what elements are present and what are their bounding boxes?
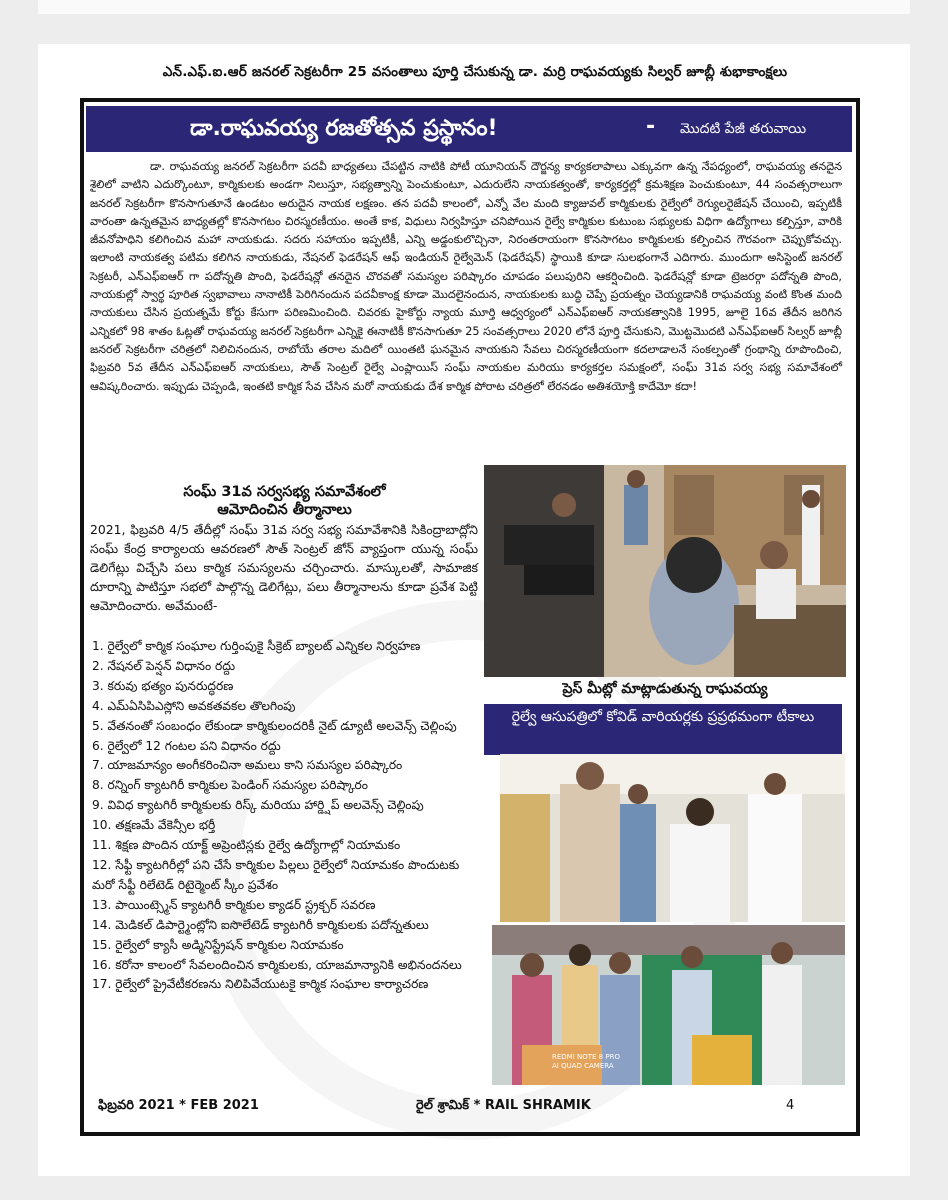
- page-footer: [86, 1096, 846, 1118]
- footer-date: ఫిబ్రవరి 2021 * FEB 2021: [98, 1098, 259, 1113]
- hospital-group-illustration: [492, 925, 845, 1085]
- title-dash: -: [646, 114, 656, 139]
- hospital-group-photo: [492, 925, 845, 1085]
- press-meet-photo: [484, 465, 846, 677]
- article-title: డా.రాఘవయ్య రజతోత్సవ ప్రస్థానం!: [190, 116, 498, 141]
- intro-paragraph: డా. రాఘవయ్య జనరల్ సెక్రటరీగా పదవీ బాధ్యతలు చేపట్టిన నాటికి పోటీ యూనియన్ దౌర్జన్య కార్యకలాపాలు ఎక్కువగా ఉన్న నేపధ్యంలో, రాఘవయ్య తనదైన శైలిలో వాటిని ఎదుర్కొంటూ, కార్మికులకు అండగా నిలుస్తూ, సభ్యత్వాన్ని పెంచుకుంటూ, ఎదురులేని నాయకత్వంతో, కార్యకర్తల్లో క్రమశిక్షణ పెంచుకుంటూ, 44 సంవత్సరాలుగా జనరల్ సెక్రటరీగా కొనసాగుతూనే ఉండటం అరుదైన నాయక లక్షణం. తన పదవీ కాలంలో, ఎన్నో వేల మంది క్యాజువల్ కార్మికులకు రైల్వేలో రెగ్యులరైజేషన్ చేయించి, ఇప్పటికీ వారంతా ఉన్నతమైన బాధ్యతల్లో కొనసాగటం చిరస్మరణీయం. అంతే కాక, విధులు నిర్వహిస్తూ చనిపోయిన రైల్వే కార్మికుల కుటుంబ సభ్యులకు విధిగా ఉద్యోగాలు కల్పిస్తూ, వారికి జీవనోపాధిని కలిగించిన మహా నాయకుడు. సదరు సహాయం ఇప్పటికీ, ఎన్ని అడ్డంకులొచ్చినా, నిరంతరాయంగా కొనసాగటం కార్మికులకు కల్పించిన గౌరవంగా చెప్పుకోవచ్చు. ఇలాంటి నాయకత్వ పటిమ కలిగిన నాయకుడు, నేషనల్ ఫెడరేషన్ ఆఫ్ ఇండియన్ రైల్వేమెన్ (ఫెడరేషన్) స్థాయికి కూడా సులభంగానే ఎదిగారు. ముందుగా అసిస్టెంట్ జనరల్ సెక్రటరీ, ఎన్ఎఫ్ఐఆర్ గా పదోన్నతి పొంది, ఫెడరేషన్లో తనదైన చొరవతో సమస్యల పరిష్కారం చూపడం పలుపురిని ఆకర్షించింది. ఫెడరేషన్లో కూడా ట్రెజరర్గా పదోన్నతి పొంది, నాయకుల్లో స్వార్థ పూరిత స్వభావాలు నానాటికీ పెరిగినందున పదవీకాంక్ష కూడా మొదలైనందున, నాయకులకు బుద్ధి చెప్పే ప్రయత్నం చెయ్యడానికి రాఘవయ్య వంటి కొంత మంది నాయకులు చేసిన ప్రయత్నమే కోర్టు కేసుగా పరిణమించింది. చివరకు హైకోర్టు న్యాయ మూర్తి ఆధ్వర్యంలో ఎన్ఎఫ్ఐఆర్ నాయకత్వానికి 1995, జూలై 16వ తేదీన జరిగిన ఎన్నికలో 98 శాతం ఓట్లతో రాఘవయ్య జనరల్ సెక్రటరీగా ఎన్నికై ఈనాటికీ కొనసాగుతూ 25 సంవత్సరాలు 2020 లోనే పూర్తి చేసుకుని, మొట్టమొదటి ఎన్ఎఫ్ఐఆర్ సిల్వర్ జూబ్లీ జనరల్ సెక్రటరీగా చరిత్రలో నిలిచినందున, రాబోయే తరాల మదిలో యింతటి ఘనమైన నాయకుని సేవలు చిరస్మరణీయంగా కదలాడాలనే సంకల్పంతో గ్రంథాన్ని రూపొందించి, ఫిబ్రవరి 5వ తేదీన ఎన్ఎఫ్ఐఆర్ నాయకులు, సౌత్ సెంట్రల్ రైల్వే ఎంప్లాయిస్ సంఘ్ నాయకుల మరియు కార్యకర్తల సమక్షంలో, సంఘ్ 31వ సర్వ సభ్య సమావేశంలో ఆవిష్కరించారు. ఇప్పుడు చెప్పండి, ఇంతటి కార్మిక సేవ చేసిన మరో నాయకుడు దేశ కార్మిక పోరాట చరిత్రలో లేరనడం అతిశయోక్తి కాదేమో కదా!: [90, 160, 842, 393]
- list-item: 2. నేషనల్ పెన్షన్ విధానం రద్దు: [92, 658, 236, 673]
- camera-watermark: REDMI NOTE 8 PRO AI QUAD CAMERA: [552, 1053, 620, 1070]
- silver-jubilee-banner: ఎన్.ఎఫ్.ఐ.ఆర్ జనరల్ సెక్రటరీగా 25 వసంతాలు పూర్తి చేసుకున్న డా. మర్రి రాఘవయ్యకు సిల్వర్ జూబ్లీ శుభాకాంక్షలు: [162, 64, 788, 80]
- list-item: 12. సేఫ్టీ క్యాటగిరీల్లో పని చేసే కార్మికుల పిల్లలు రైల్వేలో నియామకం పొందుటకు మరో సేఫ్టీ రిలేటెడ్ రిటైర్మెంట్ స్కీం ప్రవేశం: [92, 857, 460, 892]
- article-continuation-note: మొదటి పేజీ తరువాయి: [680, 121, 807, 137]
- list-item: 1. రైల్వేలో కార్మిక సంఘాల గుర్తింపుకై సీక్రెట్ బ్యాలట్ ఎన్నికల నిర్వహణ: [92, 639, 421, 653]
- list-item: 5. వేతనంతో సంబంధం లేకుండా కార్మికులందరికీ నైట్ డ్యూటీ అలవెన్స్ చెల్లింపు: [92, 718, 457, 733]
- vaccination-photo: [500, 754, 845, 922]
- resolutions-list: [92, 637, 480, 995]
- meeting-paragraph: 2021, ఫిబ్రవరి 4/5 తేదీల్లో సంఘ్ 31వ సర్వ సభ్య సమావేశానికి సికింద్రాబాద్లోని సంఘ్ కేంద్ర కార్యాలయ ఆవరణలో సౌత్ సెంట్రల్ జోన్ వ్యాప్తంగా యున్న సంఘ్ డెలిగేట్లు విచ్చేసి పలు కార్మిక సమస్యలను చర్చించారు. మాస్కులతో, సామాజిక దూరాన్ని పాటిస్తూ సభలో పాల్గొన్న డెలిగేట్లు, పలు తీర్మానాలను కూడా ప్రవేశ పెట్టి ఆమోదించారు. అవేమంటే-: [90, 522, 478, 613]
- list-item: 7. యాజమాన్యం అంగీకరించినా అమలు కాని సమస్యల పరిష్కారం: [92, 758, 403, 773]
- resolutions-heading-line2: ఆమోదించిన తీర్మానాలు: [217, 502, 352, 518]
- press-meet-illustration: [484, 465, 846, 677]
- list-item: 14. మెడికల్ డిపార్ట్మెంట్లోని ఐసొలేటెడ్ క్యాటగిరీ కార్మికులకు పదోన్నతులు: [92, 917, 429, 932]
- list-item: 17. రైల్వేలో ప్రైవేటీకరణను నిలిపివేయుటకై కార్మిక సంఘాల కార్యాచరణ: [92, 977, 429, 992]
- list-item: 3. కరువు భత్యం పునరుద్ధరణ: [92, 678, 234, 693]
- page-number: 4: [786, 1098, 795, 1113]
- top-strip: [38, 0, 910, 14]
- resolutions-heading-line1: సంఘ్ 31వ సర్వసభ్య సమావేశంలో: [183, 484, 386, 500]
- list-item: 10. తక్షణమే వేకెన్సీల భర్తీ: [92, 818, 216, 833]
- list-item: 6. రైల్వేలో 12 గంటల పని విధానం రద్దు: [92, 738, 281, 753]
- list-item: 11. శిక్షణ పొందిన యాక్ట్ అప్రెంటిస్లకు రైల్వే ఉద్యోగాల్లో నియామకం: [92, 838, 401, 853]
- list-item: 8. రన్నింగ్ క్యాటగిరీ కార్మికుల పెండింగ్ సమస్యల పరిష్కారం: [92, 778, 368, 793]
- list-item: 9. వివిధ క్యాటగిరీ కార్మికులకు రిస్క్ మరియు హార్డ్షిప్ అలవెన్స్ చెల్లింపు: [92, 798, 424, 813]
- press-meet-caption: ప్రెస్ మీట్లో మాట్లాడుతున్న రాఘవయ్య: [562, 681, 768, 697]
- list-item: 4. ఎమ్ఏసిపిఎస్లోని అవకతవకల తొలగింపు: [92, 698, 296, 713]
- list-item: 16. కరోనా కాలంలో సేవలందించిన కార్మికులకు, యాజమాన్యానికి అభినందనలు: [92, 957, 462, 972]
- vaccination-illustration: [500, 754, 845, 922]
- list-item: 13. పాయింట్స్మెన్ క్యాటగిరీ కార్మికుల క్యాడర్ స్ట్రక్చర్ సవరణ: [92, 897, 376, 912]
- vaccination-caption-box: రైల్వే ఆసుపత్రిలో కోవిడ్ వారియర్లకు ప్రప్రథమంగా టీకాలు: [484, 704, 842, 755]
- footer-publication: రైల్ శ్రామిక్ * RAIL SHRAMIK: [416, 1098, 591, 1113]
- list-item: 15. రైల్వేలో క్యాసీ అడ్మినిస్ట్రేషన్ కార్మికుల నియామకం: [92, 937, 344, 952]
- article-header: [86, 106, 852, 152]
- intro-paragraph-block: [90, 158, 842, 396]
